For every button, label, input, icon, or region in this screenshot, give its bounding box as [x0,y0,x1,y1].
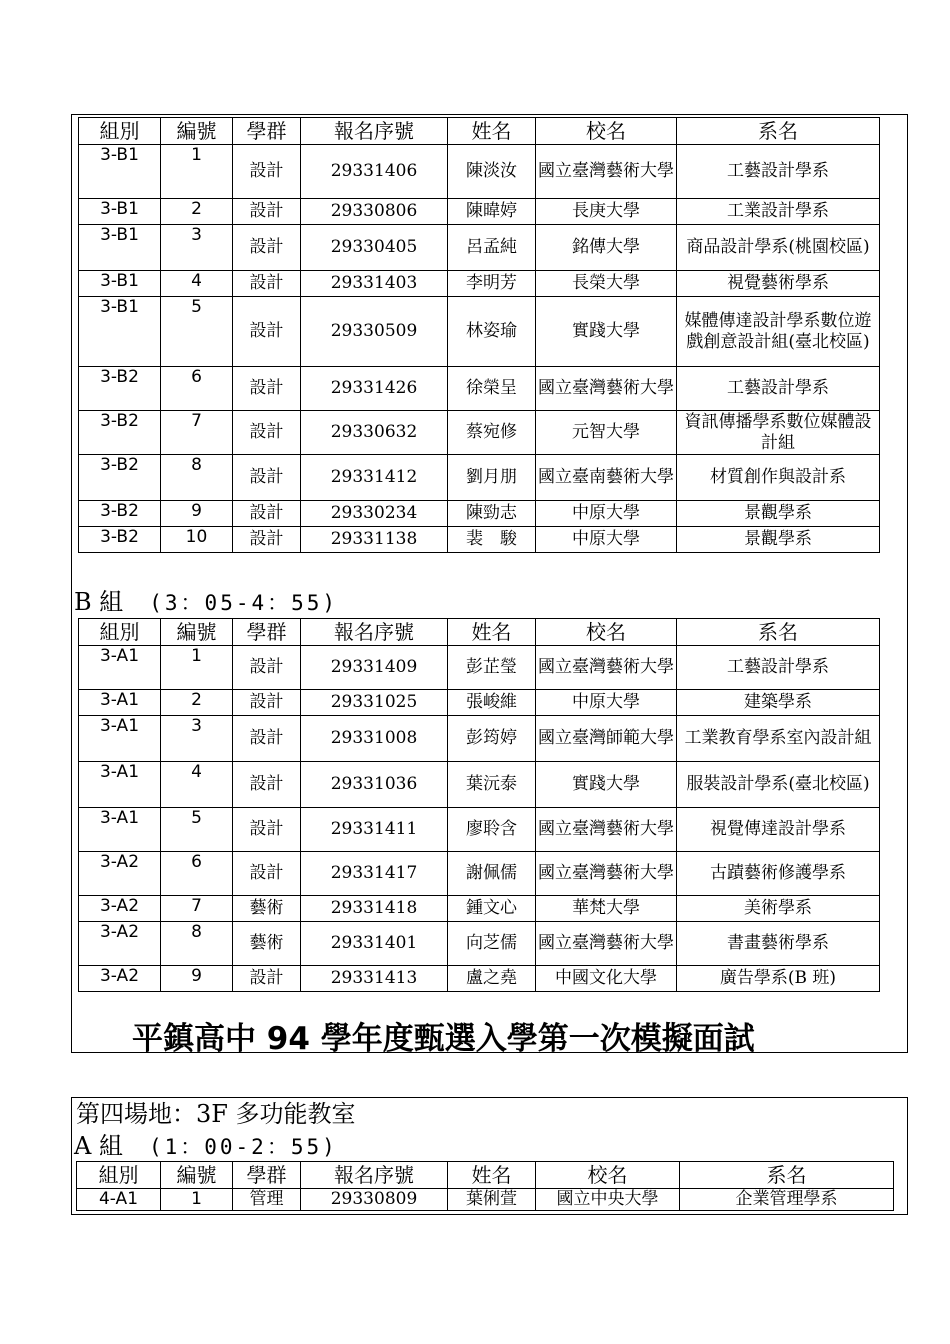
column-header-name: 姓名 [448,1162,536,1189]
table-header [77,1162,894,1189]
name-cell: 林姿瑜 [448,297,536,367]
cluster-cell: 設計 [233,411,301,455]
name-cell: 陳淡汝 [448,145,536,199]
number-cell: 5 [161,808,233,852]
group-cell: 3-A2 [79,922,161,966]
column-header-cluster: 學群 [233,1162,301,1189]
name-cell: 葉俐萱 [448,1189,536,1211]
department-cell: 媒體傳達設計學系數位遊戲創意設計組(臺北校區) [677,297,880,367]
cluster-cell: 藝術 [233,896,301,922]
school-cell: 長榮大學 [536,271,677,297]
column-header-no: 編號 [161,118,233,145]
table-row [79,411,880,455]
serial-cell: 29331417 [301,852,448,896]
serial-cell: 29330234 [301,501,448,527]
group-cell: 3-A1 [79,716,161,762]
group-cell: 3-B1 [79,297,161,367]
number-cell: 6 [161,852,233,896]
column-header-dept: 系名 [677,118,880,145]
venue-heading: 第四場地：3F 多功能教室 [76,1100,356,1128]
table-row [79,646,880,690]
name-cell: 裴 駿 [448,527,536,553]
column-header-name: 姓名 [448,118,536,145]
schedule-table-venue4 [76,1161,894,1211]
school-cell: 國立中央大學 [536,1189,680,1211]
table-row [79,199,880,225]
cluster-cell: 設計 [233,527,301,553]
name-cell: 鍾文心 [448,896,536,922]
section-label: B 組 [74,588,124,616]
group-cell: 3-A1 [79,762,161,808]
name-cell: 劉月朋 [448,455,536,501]
group-cell: 3-A1 [79,808,161,852]
department-cell: 廣告學系(B 班) [677,966,880,992]
school-cell: 銘傳大學 [536,225,677,271]
name-cell: 向芝儒 [448,922,536,966]
serial-cell: 29331138 [301,527,448,553]
group-cell: 3-B2 [79,367,161,411]
column-header-cluster: 學群 [233,118,301,145]
department-cell: 視覺傳達設計學系 [677,808,880,852]
serial-cell: 29331008 [301,716,448,762]
number-cell: 7 [161,896,233,922]
department-cell: 工藝設計學系 [677,646,880,690]
department-cell: 美術學系 [677,896,880,922]
cluster-cell: 設計 [233,145,301,199]
table-row [79,527,880,553]
group-cell: 3-B2 [79,501,161,527]
serial-cell: 29331411 [301,808,448,852]
department-cell: 古蹟藝術修護學系 [677,852,880,896]
serial-cell: 29331401 [301,922,448,966]
column-header-no: 編號 [161,619,233,646]
department-cell: 工業教育學系室內設計組 [677,716,880,762]
number-cell: 3 [161,716,233,762]
column-header-school: 校名 [536,619,677,646]
table-row [79,852,880,896]
cluster-cell: 設計 [233,367,301,411]
cluster-cell: 設計 [233,808,301,852]
school-cell: 國立臺灣藝術大學 [536,145,677,199]
group-cell: 3-B2 [79,411,161,455]
column-header-dept: 系名 [680,1162,894,1189]
name-cell: 徐榮呈 [448,367,536,411]
name-cell: 廖聆含 [448,808,536,852]
department-cell: 資訊傳播學系數位媒體設計組 [677,411,880,455]
department-cell: 景觀學系 [677,501,880,527]
school-cell: 實踐大學 [536,762,677,808]
school-cell: 國立臺灣師範大學 [536,716,677,762]
column-header-seq: 報名序號 [301,619,448,646]
column-header-seq: 報名序號 [301,1162,448,1189]
number-cell: 2 [161,690,233,716]
group-cell: 3-A1 [79,646,161,690]
group-cell: 3-B2 [79,527,161,553]
school-cell: 國立臺灣藝術大學 [536,852,677,896]
table-header [79,118,880,145]
name-cell: 呂孟純 [448,225,536,271]
cluster-cell: 設計 [233,646,301,690]
cluster-cell: 設計 [233,225,301,271]
table-row [79,922,880,966]
school-cell: 中原大學 [536,527,677,553]
serial-cell: 29331409 [301,646,448,690]
number-cell: 4 [161,762,233,808]
department-cell: 商品設計學系(桃園校區) [677,225,880,271]
number-cell: 3 [161,225,233,271]
name-cell: 葉沅泰 [448,762,536,808]
department-cell: 建築學系 [677,690,880,716]
number-cell: 5 [161,297,233,367]
school-cell: 元智大學 [536,411,677,455]
group-cell: 3-B1 [79,225,161,271]
school-cell: 國立臺南藝術大學 [536,455,677,501]
group-cell: 3-B2 [79,455,161,501]
number-cell: 1 [161,646,233,690]
department-cell: 工業設計學系 [677,199,880,225]
serial-cell: 29330405 [301,225,448,271]
school-cell: 國立臺灣藝術大學 [536,808,677,852]
cluster-cell: 設計 [233,762,301,808]
table-row [79,690,880,716]
schedule-table-b [78,117,880,553]
school-cell: 國立臺灣藝術大學 [536,922,677,966]
cluster-cell: 管理 [233,1189,301,1211]
number-cell: 1 [161,145,233,199]
section-label: A 組 [74,1132,123,1160]
column-header-group: 組別 [77,1162,161,1189]
number-cell: 6 [161,367,233,411]
department-cell: 服裝設計學系(臺北校區) [677,762,880,808]
number-cell: 8 [161,455,233,501]
column-header-school: 校名 [536,118,677,145]
cluster-cell: 設計 [233,501,301,527]
section-b-heading [74,588,338,617]
table-row [79,297,880,367]
school-cell: 實踐大學 [536,297,677,367]
name-cell: 陳暐婷 [448,199,536,225]
cluster-cell: 設計 [233,966,301,992]
serial-cell: 29330806 [301,199,448,225]
section-time: (3：05-4：55) [149,591,339,615]
table-row [79,367,880,411]
serial-cell: 29331025 [301,690,448,716]
schedule-table-a [78,618,880,992]
serial-cell: 29331413 [301,966,448,992]
group-cell: 3-B1 [79,145,161,199]
serial-cell: 29331412 [301,455,448,501]
school-cell: 國立臺灣藝術大學 [536,646,677,690]
cluster-cell: 藝術 [233,922,301,966]
name-cell: 張峻維 [448,690,536,716]
table-row [79,762,880,808]
group-cell: 4-A1 [77,1189,161,1211]
department-cell: 視覺藝術學系 [677,271,880,297]
table-row [79,716,880,762]
column-header-name: 姓名 [448,619,536,646]
school-cell: 長庚大學 [536,199,677,225]
table-row [77,1189,894,1211]
column-header-school: 校名 [536,1162,680,1189]
group-cell: 3-A2 [79,966,161,992]
school-cell: 國立臺灣藝術大學 [536,367,677,411]
department-cell: 企業管理學系 [680,1189,894,1211]
table-row [79,145,880,199]
page-title: 平鎮高中 94 學年度甄選入學第一次模擬面試 [132,1021,755,1057]
number-cell: 1 [161,1189,233,1211]
table-row [79,808,880,852]
table-row [79,501,880,527]
number-cell: 9 [161,966,233,992]
group-cell: 3-B1 [79,199,161,225]
cluster-cell: 設計 [233,199,301,225]
department-cell: 工藝設計學系 [677,367,880,411]
department-cell: 景觀學系 [677,527,880,553]
name-cell: 陳勁志 [448,501,536,527]
school-cell: 中原大學 [536,690,677,716]
serial-cell: 29330509 [301,297,448,367]
group-cell: 3-A2 [79,852,161,896]
school-cell: 華梵大學 [536,896,677,922]
number-cell: 7 [161,411,233,455]
name-cell: 盧之堯 [448,966,536,992]
column-header-group: 組別 [79,118,161,145]
name-cell: 彭芷瑩 [448,646,536,690]
name-cell: 蔡宛修 [448,411,536,455]
serial-cell: 29331406 [301,145,448,199]
table-row [79,896,880,922]
cluster-cell: 設計 [233,297,301,367]
serial-cell: 29331426 [301,367,448,411]
name-cell: 謝佩儒 [448,852,536,896]
cluster-cell: 設計 [233,690,301,716]
table-row [79,271,880,297]
table-row [79,225,880,271]
column-header-group: 組別 [79,619,161,646]
table-row [79,966,880,992]
department-cell: 工藝設計學系 [677,145,880,199]
department-cell: 書畫藝術學系 [677,922,880,966]
serial-cell: 29331036 [301,762,448,808]
table-header [79,619,880,646]
serial-cell: 29330632 [301,411,448,455]
cluster-cell: 設計 [233,716,301,762]
column-header-dept: 系名 [677,619,880,646]
cluster-cell: 設計 [233,852,301,896]
serial-cell: 29331418 [301,896,448,922]
section-time: (1：00-2：55) [148,1135,338,1159]
number-cell: 8 [161,922,233,966]
number-cell: 10 [161,527,233,553]
group-cell: 3-B1 [79,271,161,297]
table-row [79,455,880,501]
serial-cell: 29331403 [301,271,448,297]
section-a-heading [74,1132,338,1161]
column-header-no: 編號 [161,1162,233,1189]
name-cell: 李明芳 [448,271,536,297]
column-header-seq: 報名序號 [301,118,448,145]
number-cell: 2 [161,199,233,225]
name-cell: 彭筠婷 [448,716,536,762]
column-header-cluster: 學群 [233,619,301,646]
department-cell: 材質創作與設計系 [677,455,880,501]
number-cell: 4 [161,271,233,297]
number-cell: 9 [161,501,233,527]
school-cell: 中原大學 [536,501,677,527]
group-cell: 3-A1 [79,690,161,716]
cluster-cell: 設計 [233,271,301,297]
group-cell: 3-A2 [79,896,161,922]
cluster-cell: 設計 [233,455,301,501]
school-cell: 中國文化大學 [536,966,677,992]
serial-cell: 29330809 [301,1189,448,1211]
